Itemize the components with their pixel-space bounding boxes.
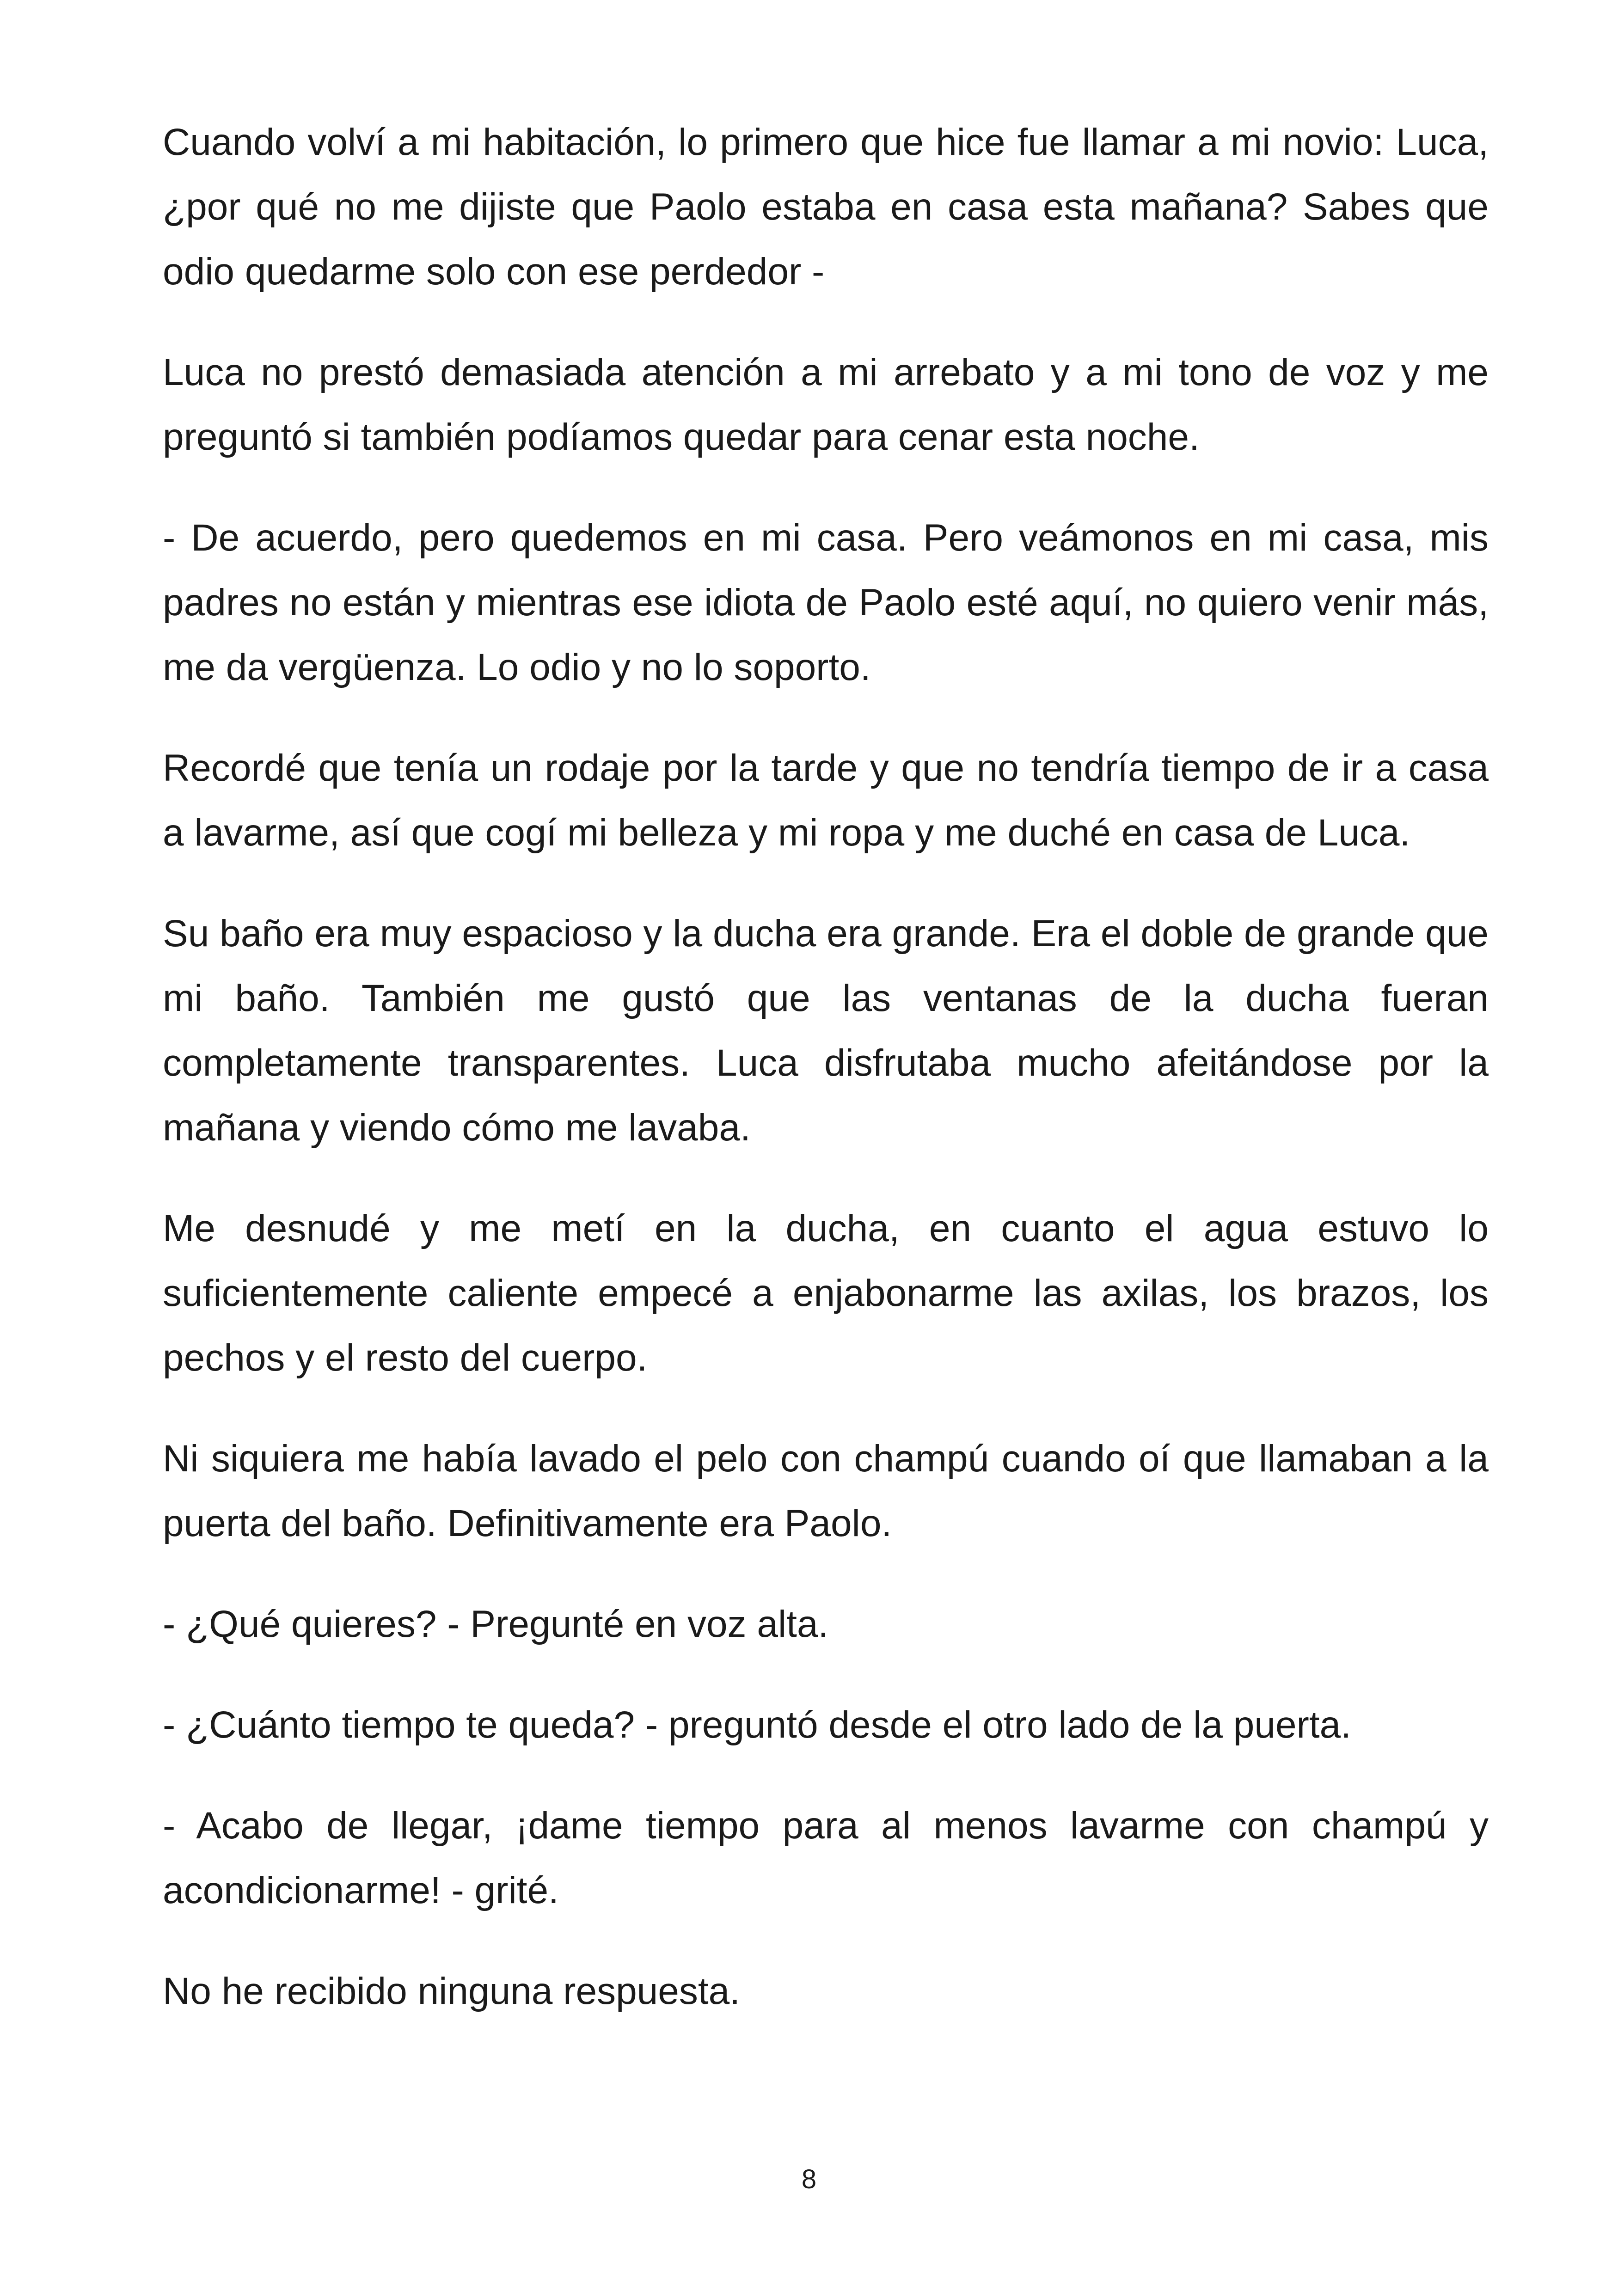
paragraph: Recordé que tenía un rodaje por la tarde y que no tendría tiempo de ir a casa a lavarme, así que cogí mi belleza y mi ropa y me duché en casa de Luca. — [163, 747, 1489, 854]
paragraph: No he recibido ninguna respuesta. — [163, 1970, 741, 2012]
paragraph: - Acabo de llegar, ¡dame tiempo para al menos lavarme con champú y acondicionarme! - grité. — [163, 1805, 1489, 1911]
paragraph: Me desnudé y me metí en la ducha, en cuanto el agua estuvo lo suficientemente caliente empecé a enjabonarme las axilas, los brazos, los pechos y el resto del cuerpo. — [163, 1207, 1489, 1379]
paragraph: - ¿Qué quieres? - Pregunté en voz alta. — [163, 1603, 829, 1645]
paragraph: - De acuerdo, pero quedemos en mi casa. Pero veámonos en mi casa, mis padres no están y mientras ese idiota de Paolo esté aquí, no quiero venir más, me da vergüenza. Lo odio y no lo soporto. — [163, 517, 1489, 688]
paragraph: Luca no prestó demasiada atención a mi arrebato y a mi tono de voz y me preguntó si también podíamos quedar para cenar esta noche. — [163, 351, 1489, 458]
paragraph: Ni siquiera me había lavado el pelo con champú cuando oí que llamaban a la puerta del baño. Definitivamente era Paolo. — [163, 1438, 1489, 1544]
paragraph: Su baño era muy espacioso y la ducha era grande. Era el doble de grande que mi baño. También me gustó que las ventanas de la ducha fueran completamente transparentes. Luca disfrutaba mucho afeitándose por la mañana y viendo cómo me lavaba. — [163, 912, 1489, 1149]
body-text — [163, 110, 1489, 2060]
page-number: 8 — [801, 2164, 817, 2194]
paragraph: Cuando volví a mi habitación, lo primero que hice fue llamar a mi novio: Luca, ¿por qué no me dijiste que Paolo estaba en casa esta mañana? Sabes que odio quedarme solo con ese perdedor - — [163, 121, 1489, 293]
paragraph: - ¿Cuánto tiempo te queda? - preguntó desde el otro lado de la puerta. — [163, 1704, 1352, 1746]
